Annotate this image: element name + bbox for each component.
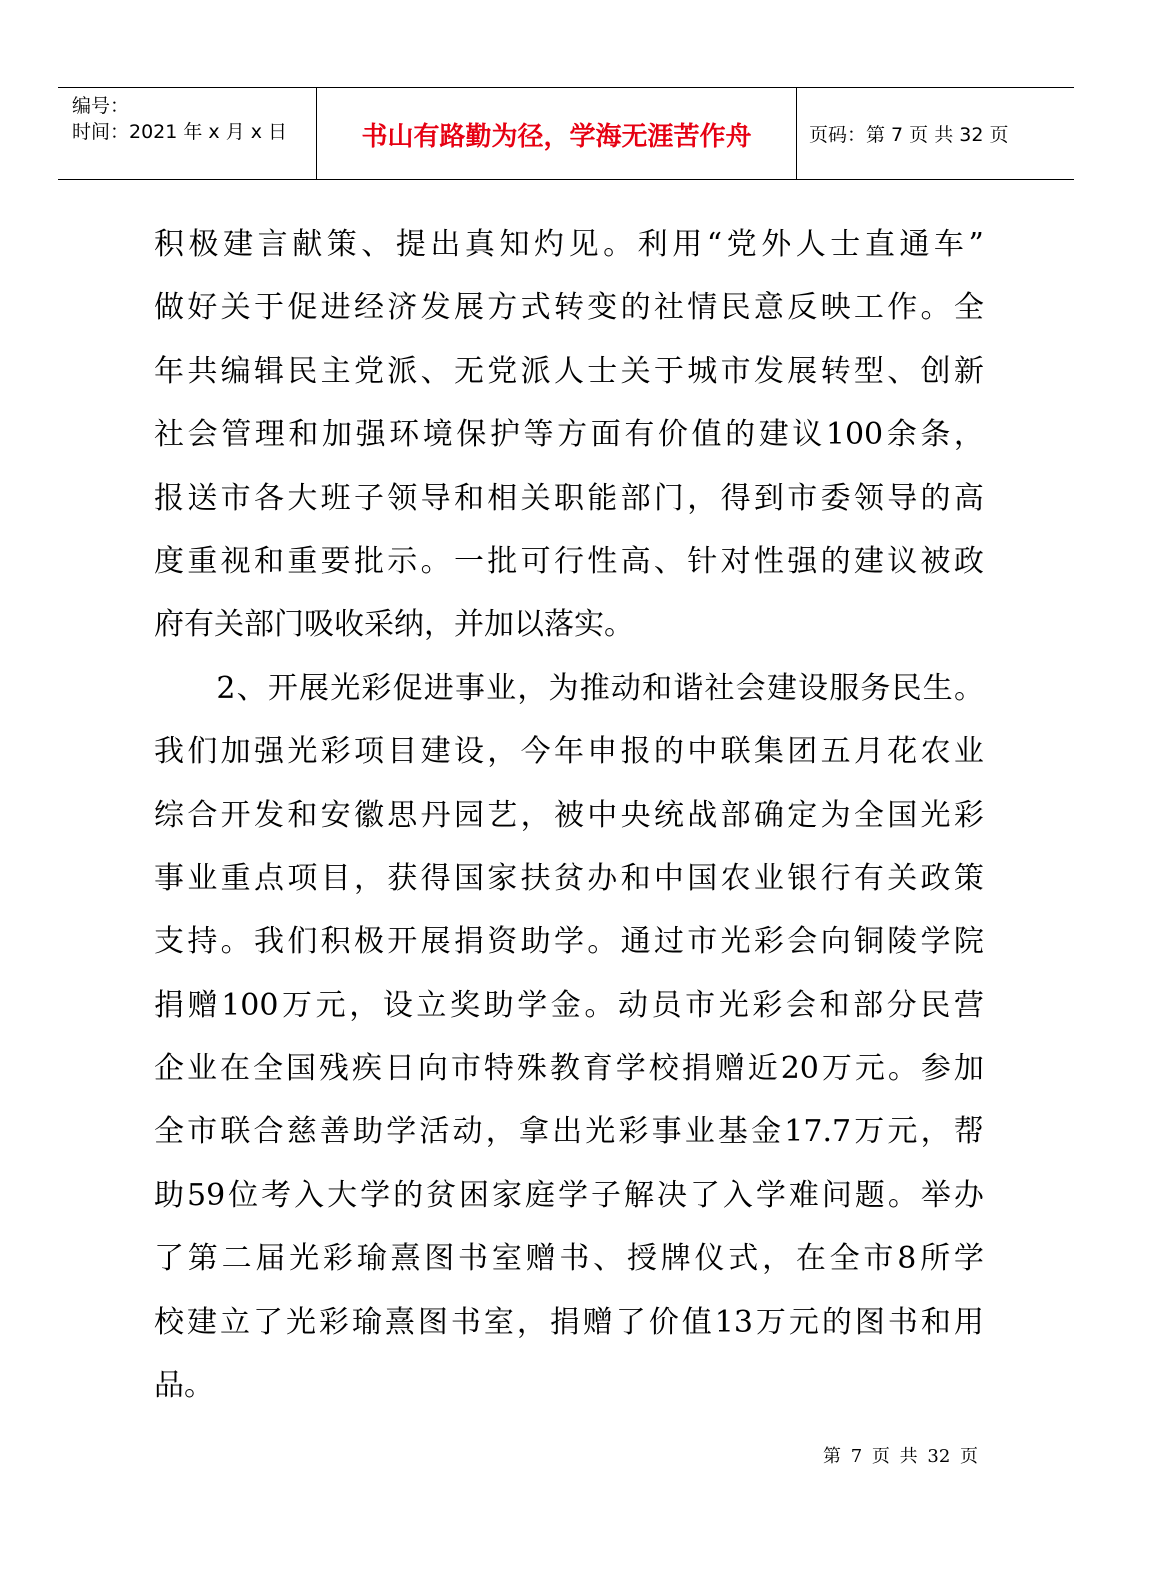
text-line: 社 会 管 理 和 加 强 环 境 保 护 等 方 面 有 价 值 的 建 议 100 余 条 ， [154,417,984,453]
header-motto-cell [317,88,797,179]
text-line: 企 业 在 全 国 残 疾 日 向 市 特 殊 教 育 学 校 捐 赠 近 20 万 元 。 参 加 [154,1051,984,1087]
text-line: 助 59 位 考 入 大 学 的 贫 困 家 庭 学 子 解 决 了 入 学 难 问 题 。 举 办 [154,1177,984,1213]
body-text [154,213,984,1417]
text-line: 综 合 开 发 和 安 徽 思 丹 园 艺 ， 被 中 央 统 战 部 确 定 为 全 国 光 彩 [154,797,984,833]
text-line: 全 市 联 合 慈 善 助 学 活 动 ， 拿 出 光 彩 事 业 基 金 17.7 万 元 ， 帮 [154,1114,984,1150]
header-motto: 书山有路勤为径，学海无涯苦作舟 [361,122,752,152]
text-line: 捐 赠 100 万 元 ， 设 立 奖 助 学 金 。 动 员 市 光 彩 会 和 部 分 民 营 [154,987,984,1023]
header-meta-cell [58,88,317,179]
document-number-label: 编号： [72,95,130,117]
text-line: 度 重 视 和 重 要 批 示 。 一 批 可 行 性 高 、 针 对 性 强 的 建 议 被 政 [154,543,984,579]
text-line: 年 共 编 辑 民 主 党 派 、 无 党 派 人 士 关 于 城 市 发 展 转 型 、 创 新 [154,353,984,389]
header-page-cell [797,88,1074,179]
document-date-label: 时间：2021 年 x 月 x 日 [72,121,288,143]
page-footer: 第 7 页 共 32 页 [823,1446,978,1467]
document-header [58,87,1074,180]
header-page-number: 页码：第 7 页 共 32 页 [809,124,1009,146]
text-line: 报 送 市 各 大 班 子 领 导 和 相 关 职 能 部 门 ， 得 到 市 委 领 导 的 高 [154,480,984,516]
text-line: 做 好 关 于 促 进 经 济 发 展 方 式 转 变 的 社 情 民 意 反 映 工 作 。 全 [154,290,984,326]
text-line: 支 持 。 我 们 积 极 开 展 捐 资 助 学 。 通 过 市 光 彩 会 向 铜 陵 学 院 [154,924,984,960]
text-line: 府有关部门吸收采纳，并加以落实。 [154,607,634,643]
text-line: 我 们 加 强 光 彩 项 目 建 设 ， 今 年 申 报 的 中 联 集 团 五 月 花 农 业 [154,734,984,770]
text-line: 事 业 重 点 项 目 ， 获 得 国 家 扶 贫 办 和 中 国 农 业 银 行 有 关 政 策 [154,860,984,896]
text-line: 2 、 开 展 光 彩 促 进 事 业 ， 为 推 动 和 谐 社 会 建 设 服 务 民 生 。 [216,670,984,706]
text-line: 品。 [154,1368,214,1404]
text-line: 积 极 建 言 献 策 、 提 出 真 知 灼 见 。 利 用 “ 党 外 人 士 直 通 车 ” [154,227,984,262]
text-line: 了 第 二 届 光 彩 瑜 熹 图 书 室 赠 书 、 授 牌 仪 式 ， 在 全 市 8 所 学 [154,1241,984,1277]
text-line: 校 建 立 了 光 彩 瑜 熹 图 书 室 ， 捐 赠 了 价 值 13 万 元 的 图 书 和 用 [154,1304,984,1340]
